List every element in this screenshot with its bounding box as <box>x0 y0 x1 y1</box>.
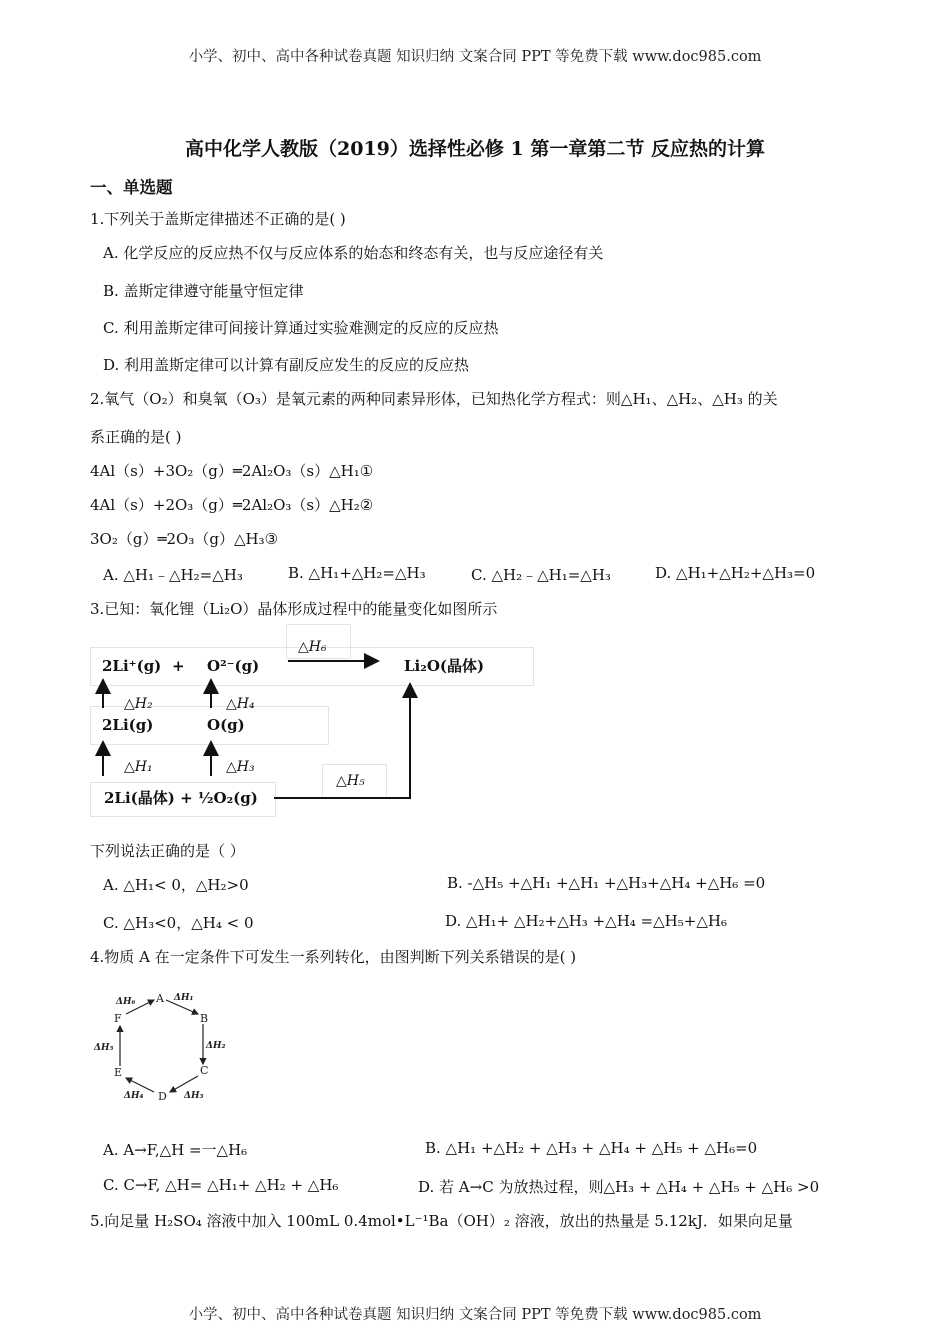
edge-h4: ΔH₄ <box>124 1091 144 1101</box>
label-li-ion: 2Li⁺(g) <box>102 657 162 675</box>
q3-stem: 3.已知：氧化锂（Li₂O）晶体形成过程中的能量变化如图所示 <box>90 600 498 618</box>
q2-option-b: B. △H₁+△H₂=△H₃ <box>288 564 426 582</box>
q3-option-c: C. △H₃<0，△H₄ < 0 <box>103 914 254 932</box>
q2-stem-line1: 2.氧气（O₂）和臭氧（O₃）是氧元素的两种同素异形体，已知热化学方程式：则△H₁、△H₂、△H₃ 的关 <box>90 390 778 408</box>
q2-option-a: A. △H₁﹣△H₂=△H₃ <box>103 566 243 584</box>
page-header: 小学、初中、高中各种试卷真题 知识归纳 文案合同 PPT 等免费下载 www.doc985.com <box>188 49 762 65</box>
label-h6: △H₆ <box>298 639 327 655</box>
q1-stem: 1.下列关于盖斯定律描述不正确的是( ) <box>90 210 346 228</box>
q1-option-a: A. 化学反应的反应热不仅与反应体系的始态和终态有关，也与反应途径有关 <box>103 244 604 262</box>
label-h4: △H₄ <box>226 696 255 712</box>
q2-equation-1: 4Al（s）+3O₂（g）═2Al₂O₃（s）△H₁① <box>90 462 374 480</box>
edge-h3: ΔH₃ <box>184 1091 204 1101</box>
q1-option-b: B. 盖斯定律遵守能量守恒定律 <box>103 282 304 300</box>
q1-option-c: C. 利用盖斯定律可间接计算通过实验难测定的反应的反应热 <box>103 319 499 337</box>
q4-option-b: B. △H₁ +△H₂ + △H₃ + △H₄ + △H₅ + △H₆=0 <box>425 1139 758 1157</box>
node-e: E <box>114 1066 123 1079</box>
q3-prompt: 下列说法正确的是（ ） <box>90 842 245 860</box>
edge-h5: ΔH₅ <box>94 1043 114 1053</box>
q4-option-d: D. 若 A→C 为放热过程，则△H₃ + △H₄ + △H₅ + △H₆ >0 <box>418 1178 820 1196</box>
q3-option-d: D. △H₁+ △H₂+△H₃ +△H₄ =△H₅+△H₆ <box>445 912 727 930</box>
edge-h6: ΔH₆ <box>116 997 136 1007</box>
q2-equation-2: 4Al（s）+2O₃（g）═2Al₂O₃（s）△H₂② <box>90 496 374 514</box>
q2-stem-line2: 系正确的是( ) <box>90 428 182 446</box>
q3-option-b: B. -△H₅ +△H₁ +△H₁ +△H₃+△H₄ +△H₆ =0 <box>447 874 766 892</box>
label-h3: △H₃ <box>226 759 255 775</box>
edge-h2: ΔH₂ <box>206 1041 226 1051</box>
label-h5: △H₅ <box>336 773 365 789</box>
node-a: A <box>156 992 164 1005</box>
hexagon-cycle-diagram <box>92 986 238 1106</box>
label-li-gas: 2Li(g) <box>102 716 154 734</box>
node-c: C <box>200 1064 209 1077</box>
label-h2: △H₂ <box>124 696 153 712</box>
q5-stem: 5.向足量 H₂SO₄ 溶液中加入 100mL 0.4mol•L⁻¹Ba（OH）₂ 溶液，放出的热量是 5.12kJ．如果向足量 <box>90 1212 793 1230</box>
page-footer: 小学、初中、高中各种试卷真题 知识归纳 文案合同 PPT 等免费下载 www.doc985.com <box>188 1307 762 1323</box>
edge-h1: ΔH₁ <box>174 993 194 1003</box>
node-d: D <box>158 1090 167 1103</box>
node-f: F <box>114 1012 122 1025</box>
q2-option-d: D. △H₁+△H₂+△H₃=0 <box>655 564 816 582</box>
q4-option-a: A. A→F,△H =一△H₆ <box>103 1141 248 1159</box>
q2-option-c: C. △H₂﹣△H₁=△H₃ <box>471 566 611 584</box>
label-oxide-ion: O²⁻(g) <box>207 657 260 675</box>
section-heading: 一、单选题 <box>90 178 173 197</box>
node-b: B <box>200 1012 209 1025</box>
label-li2o: Li₂O(晶体) <box>404 657 485 675</box>
q4-stem: 4.物质 A 在一定条件下可发生一系列转化，由图判断下列关系错误的是( ) <box>90 948 577 966</box>
q2-equation-3: 3O₂（g）═2O₃（g）△H₃③ <box>90 530 279 548</box>
label-plus: + <box>172 657 185 675</box>
lithium-oxide-energy-diagram <box>90 624 538 818</box>
label-reactants: 2Li(晶体) + ½O₂(g) <box>104 789 258 807</box>
label-h1: △H₁ <box>124 759 153 775</box>
q4-option-c: C. C→F, △H= △H₁+ △H₂ + △H₆ <box>103 1176 339 1194</box>
q3-option-a: A. △H₁< 0，△H₂>0 <box>103 876 249 894</box>
q1-option-d: D. 利用盖斯定律可以计算有副反应发生的反应的反应热 <box>103 356 470 374</box>
page-title: 高中化学人教版（2019）选择性必修 1 第一章第二节 反应热的计算 <box>185 138 765 160</box>
label-o-gas: O(g) <box>207 716 245 734</box>
